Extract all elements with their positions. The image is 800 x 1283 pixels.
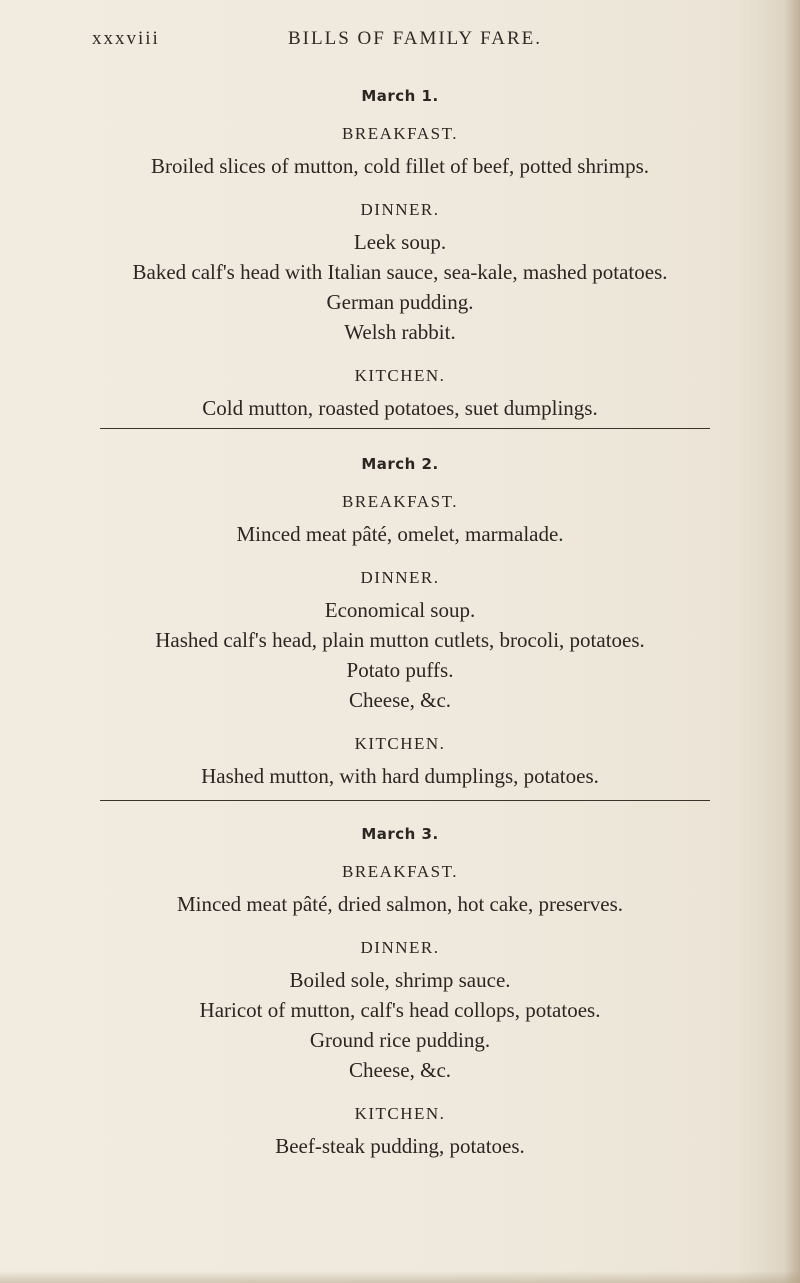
- dinner-heading: DINNER.: [360, 200, 440, 219]
- kitchen-heading: KITCHEN.: [354, 734, 446, 753]
- breakfast-dish: Minced meat pâté, dried salmon, hot cake, preserves.: [176, 892, 624, 916]
- dinner-dish: Potato puffs.: [346, 658, 454, 682]
- breakfast-heading: BREAKFAST.: [342, 862, 458, 881]
- dinner-dish: Economical soup.: [324, 598, 476, 622]
- kitchen-dish: Cold mutton, roasted potatoes, suet dumplings.: [202, 396, 598, 420]
- dinner-dish: Leek soup.: [353, 230, 447, 254]
- dinner-dish: Cheese, &c.: [348, 688, 452, 712]
- breakfast-heading: BREAKFAST.: [342, 492, 458, 511]
- section-divider: [100, 428, 710, 429]
- section-divider: [100, 800, 710, 801]
- breakfast-dish: Minced meat pâté, omelet, marmalade.: [236, 522, 564, 546]
- breakfast-heading: BREAKFAST.: [342, 124, 458, 143]
- dinner-dish: Baked calf's head with Italian sauce, sea-kale, mashed potatoes.: [132, 260, 668, 284]
- kitchen-heading: KITCHEN.: [354, 1104, 446, 1123]
- running-title: BILLS OF FAMILY FARE.: [288, 28, 543, 49]
- day-section-march-1: [0, 83, 800, 423]
- dinner-dish: Cheese, &c.: [348, 1058, 452, 1082]
- day-section-march-2: [0, 451, 800, 791]
- kitchen-dish: Beef-steak pudding, potatoes.: [275, 1134, 525, 1158]
- dinner-heading: DINNER.: [360, 568, 440, 587]
- day-title: March 3.: [361, 825, 439, 843]
- day-section-march-3: [0, 821, 800, 1161]
- dinner-dish: Boiled sole, shrimp sauce.: [289, 968, 511, 992]
- kitchen-dish: Hashed mutton, with hard dumplings, potatoes.: [201, 764, 599, 788]
- dinner-dish: Haricot of mutton, calf's head collops, potatoes.: [199, 998, 601, 1022]
- dinner-dish: Ground rice pudding.: [309, 1028, 491, 1052]
- page-number: xxxviii: [92, 28, 160, 49]
- page-bottom-shadow: [0, 1271, 800, 1283]
- breakfast-dish: Broiled slices of mutton, cold fillet of beef, potted shrimps.: [150, 154, 650, 178]
- dinner-dish: Hashed calf's head, plain mutton cutlets, brocoli, potatoes.: [155, 628, 645, 652]
- dinner-dish: German pudding.: [326, 290, 474, 314]
- day-title: March 2.: [361, 455, 439, 473]
- dinner-heading: DINNER.: [360, 938, 440, 957]
- kitchen-heading: KITCHEN.: [354, 366, 446, 385]
- day-title: March 1.: [361, 87, 439, 105]
- dinner-dish: Welsh rabbit.: [344, 320, 456, 344]
